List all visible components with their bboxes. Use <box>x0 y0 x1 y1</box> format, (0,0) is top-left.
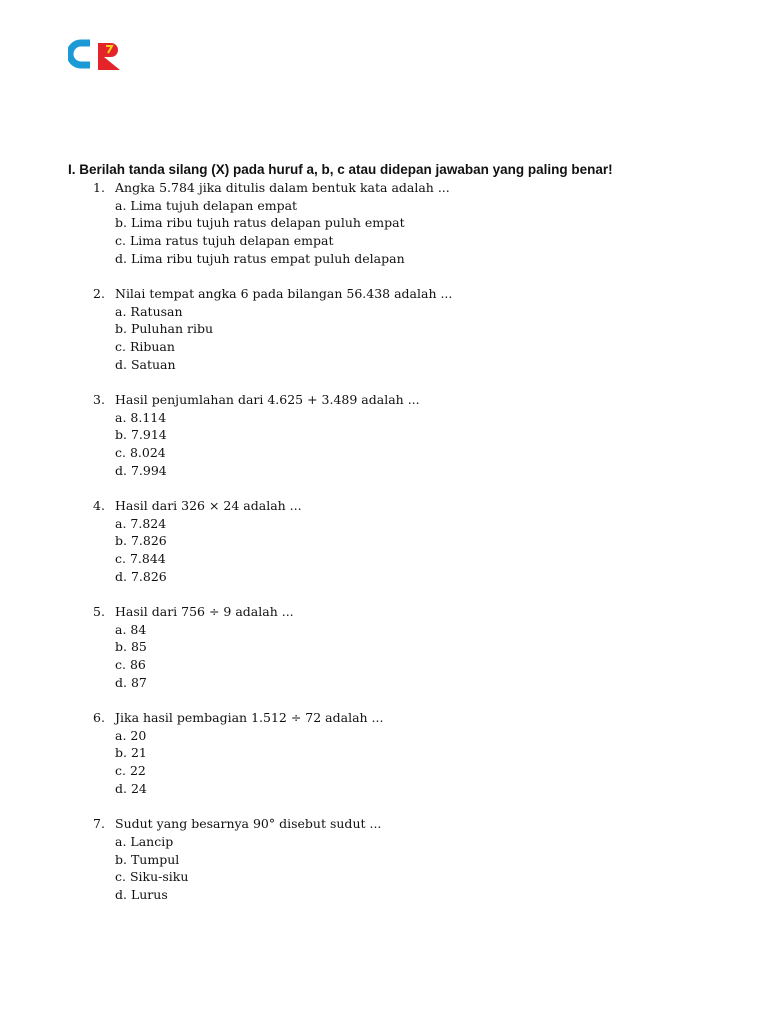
answer-option: b. 7.826 <box>115 533 167 549</box>
answer-option: a. 8.114 <box>115 409 167 425</box>
answer-option: a. Ratusan <box>115 303 183 319</box>
answer-option: b. Puluhan ribu <box>115 321 214 337</box>
question-text: Hasil dari 326 × 24 adalah ... <box>115 498 302 514</box>
answer-option: d. 7.826 <box>115 568 167 584</box>
answer-option: b. 21 <box>115 745 147 761</box>
answer-option: a. Lima tujuh delapan empat <box>115 197 298 213</box>
question-text: Angka 5.784 jika ditulis dalam bentuk kata adalah ... <box>115 180 450 195</box>
answer-option: b. 85 <box>115 639 147 655</box>
answer-option: c. Ribuan <box>115 339 175 355</box>
answer-option: a. Lancip <box>115 833 174 849</box>
answer-option: c. 86 <box>115 657 146 673</box>
answer-option: d. 7.994 <box>115 462 167 478</box>
question-text: Sudut yang besarnya 90° disebut sudut ... <box>115 816 382 832</box>
question-text: Hasil dari 756 ÷ 9 adalah ... <box>115 604 294 620</box>
question-number: 5. <box>93 604 105 620</box>
answer-options <box>68 303 728 374</box>
brand-logo <box>68 38 126 72</box>
answer-option: d. Lima ribu tujuh ratus empat puluh delapan <box>115 250 405 266</box>
answer-options <box>68 197 728 268</box>
answer-option: b. Tumpul <box>115 851 180 867</box>
answer-option: d. Satuan <box>115 356 176 372</box>
question-number: 4. <box>93 498 105 514</box>
question-number: 2. <box>93 286 105 302</box>
answer-option: c. Lima ratus tujuh delapan empat <box>115 233 334 249</box>
answer-options <box>68 833 728 904</box>
question-item <box>68 285 728 374</box>
question-text: Nilai tempat angka 6 pada bilangan 56.438 adalah ... <box>115 286 453 302</box>
answer-options <box>68 515 728 586</box>
question-number: 1. <box>93 180 105 195</box>
question-text: Jika hasil pembagian 1.512 ÷ 72 adalah ... <box>115 710 384 726</box>
quiz-document <box>68 161 728 921</box>
answer-options <box>68 727 728 798</box>
answer-option: a. 7.824 <box>115 515 167 531</box>
question-item <box>68 815 728 904</box>
answer-option: d. Lurus <box>115 886 168 902</box>
answer-option: a. 20 <box>115 727 147 743</box>
answer-option: c. 7.844 <box>115 551 166 567</box>
answer-option: c. Siku-siku <box>115 869 189 885</box>
question-list <box>68 179 728 904</box>
question-item <box>68 179 728 268</box>
answer-options <box>68 621 728 692</box>
answer-option: a. 84 <box>115 621 147 637</box>
question-item <box>68 603 728 692</box>
answer-option: d. 87 <box>115 674 147 690</box>
question-item <box>68 391 728 480</box>
answer-option: d. 24 <box>115 780 147 796</box>
answer-option: b. Lima ribu tujuh ratus delapan puluh empat <box>115 215 405 231</box>
answer-option: b. 7.914 <box>115 427 167 443</box>
answer-options <box>68 409 728 480</box>
answer-option: c. 22 <box>115 763 146 779</box>
question-item <box>68 709 728 798</box>
brand-logo-mark <box>68 38 126 72</box>
question-number: 7. <box>93 816 105 832</box>
question-item <box>68 497 728 586</box>
question-number: 6. <box>93 710 105 726</box>
instruction-heading: I. Berilah tanda silang (X) pada huruf a, b, c atau didepan jawaban yang paling benar! <box>68 162 613 177</box>
question-text: Hasil penjumlahan dari 4.625 + 3.489 adalah ... <box>115 392 420 408</box>
question-number: 3. <box>93 392 105 408</box>
answer-option: c. 8.024 <box>115 445 166 461</box>
